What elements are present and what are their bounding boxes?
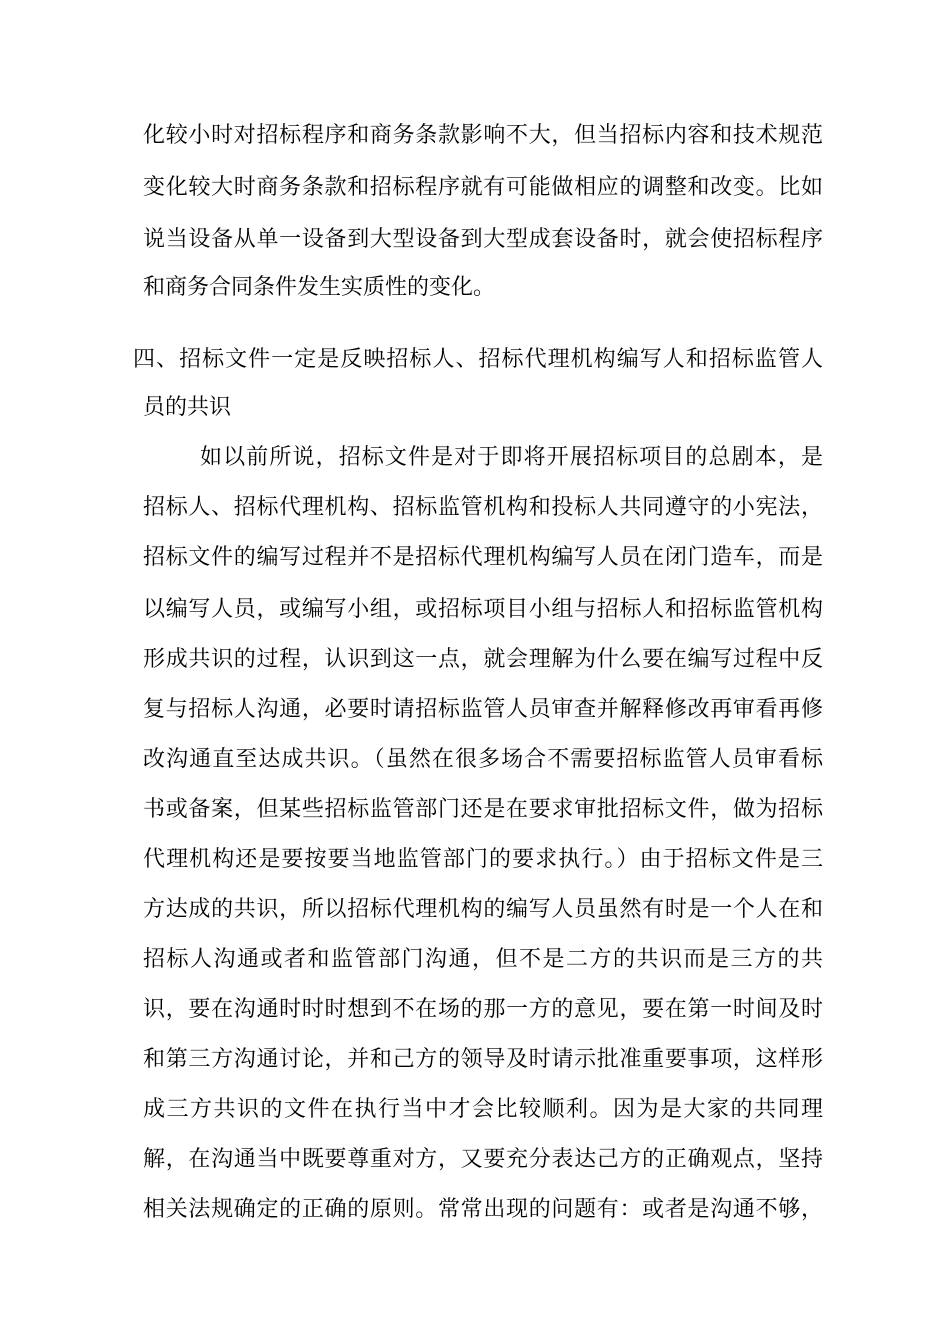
paragraph-line: 变化较大时商务条款和招标程序就有可能做相应的调整和改变。比如 <box>143 175 823 200</box>
body-line: 如以前所说，招标文件是对于即将开展招标项目的总剧本，是 <box>200 445 823 470</box>
body-line: 代理机构还是要按要当地监管部门的要求执行。）由于招标文件是三 <box>143 847 823 872</box>
body-line: 复与招标人沟通，必要时请招标监管人员审查并解释修改再审看再修 <box>143 697 823 722</box>
body-line: 招标人沟通或者和监管部门沟通，但不是二方的共识而是三方的共 <box>143 947 823 972</box>
paragraph-line: 化较小时对招标程序和商务条款影响不大，但当招标内容和技术规范 <box>143 123 823 148</box>
section-heading-line: 员的共识 <box>143 395 232 420</box>
body-line: 招标文件的编写过程并不是招标代理机构编写人员在闭门造车，而是 <box>143 545 823 570</box>
paragraph-line: 和商务合同条件发生实质性的变化。 <box>143 275 496 300</box>
body-line: 识，要在沟通时时时想到不在场的那一方的意见，要在第一时间及时 <box>143 997 823 1022</box>
body-line: 成三方共识的文件在执行当中才会比较顺利。因为是大家的共同理 <box>143 1097 823 1122</box>
body-line: 相关法规确定的正确的原则。常常出现的问题有：或者是沟通不够， <box>143 1197 823 1222</box>
body-line: 解，在沟通当中既要尊重对方，又要充分表达己方的正确观点，坚持 <box>143 1147 823 1172</box>
body-line: 形成共识的过程，认识到这一点，就会理解为什么要在编写过程中反 <box>143 647 823 672</box>
body-line: 和第三方沟通讨论，并和己方的领导及时请示批准重要事项，这样形 <box>143 1047 823 1072</box>
body-line: 方达成的共识，所以招标代理机构的编写人员虽然有时是一个人在和 <box>143 897 823 922</box>
body-line: 以编写人员，或编写小组，或招标项目小组与招标人和招标监管机构 <box>143 597 823 622</box>
paragraph-line: 说当设备从单一设备到大型设备到大型成套设备时，就会使招标程序 <box>143 227 823 252</box>
body-line: 招标人、招标代理机构、招标监管机构和投标人共同遵守的小宪法， <box>143 495 823 520</box>
section-heading-line: 四、招标文件一定是反映招标人、招标代理机构编写人和招标监管人 <box>133 347 823 372</box>
body-line: 改沟通直至达成共识。（虽然在很多场合不需要招标监管人员审看标 <box>143 747 823 772</box>
body-line: 书或备案，但某些招标监管部门还是在要求审批招标文件，做为招标 <box>143 797 823 822</box>
